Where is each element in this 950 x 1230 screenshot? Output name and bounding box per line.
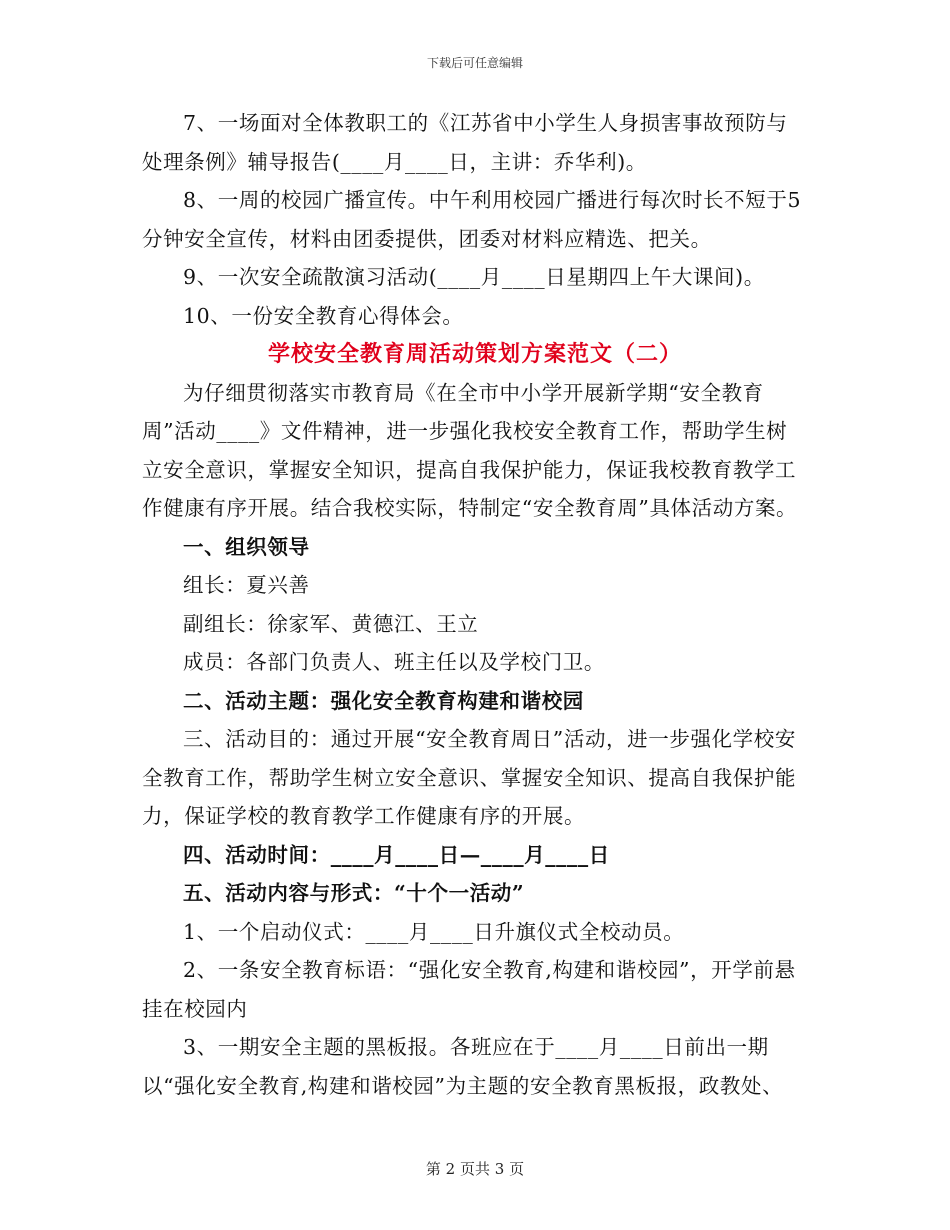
page-header: 下载后可任意编辑	[426, 56, 523, 70]
heading-organization: 一、组织领导	[183, 534, 310, 559]
heading-time: 四、活动时间：____月____日—____月____日	[183, 842, 610, 867]
heading-content: 五、活动内容与形式：“十个一活动”	[183, 881, 525, 905]
paragraph-item-10: 10、一份安全教育心得体会。	[183, 303, 464, 328]
members-line: 成员：各部门负责人、班主任以及学校门卫。	[183, 650, 605, 674]
section-title: 学校安全教育周活动策划方案范文（二）	[267, 341, 682, 367]
heading-theme: 二、活动主题：强化安全教育构建和谐校园	[183, 688, 584, 713]
purpose-paragraph: 三、活动目的：通过开展“安全教育周日”活动，进一步强化学校安全教育工作，帮助学生树立安全意识、掌握安全知识、提高自我保护能力，保证学校的教育教学工作健康有序的开展。	[142, 727, 797, 828]
document-body	[142, 104, 808, 1105]
list-item-3: 3、一期安全主题的黑板报。各班应在于____月____日前出一期以“强化安全教育,构建和谐校园”为主题的安全教育黑板报，政教处、	[142, 1035, 784, 1098]
paragraph-item-9: 9、一次安全疏散演习活动(____月____日星期四上午大课间)。	[183, 265, 765, 289]
intro-paragraph: 为仔细贯彻落实市教育局《在全市中小学开展新学期“安全教育周”活动____》文件精神，进一步强化我校安全教育工作，帮助学生树立安全意识，掌握安全知识，提高自我保护能力，保证我校教育教学工作健康有序开展。结合我校实际，特制定“安全教育周”具体活动方案。	[142, 380, 798, 520]
leader-line: 组长：夏兴善	[183, 573, 310, 597]
page-footer: 第 2 页共 3 页	[425, 1160, 525, 1178]
paragraph-item-7: 7、一场面对全体教职工的《江苏省中小学生人身损害事故预防与处理条例》辅导报告(____月____日，主讲：乔华利)。	[142, 111, 788, 174]
list-item-2: 2、一条安全教育标语：“强化安全教育,构建和谐校园”，开学前悬挂在校园内	[142, 958, 796, 1021]
list-item-1: 1、一个启动仪式：____月____日升旗仪式全校动员。	[183, 919, 685, 944]
paragraph-item-8: 8、一周的校园广播宣传。中午利用校园广播进行每次时长不短于5分钟安全宣传，材料由团委提供，团委对材料应精选、把关。	[142, 188, 802, 251]
vice-leader-line: 副组长：徐家军、黄德江、王立	[183, 611, 479, 636]
